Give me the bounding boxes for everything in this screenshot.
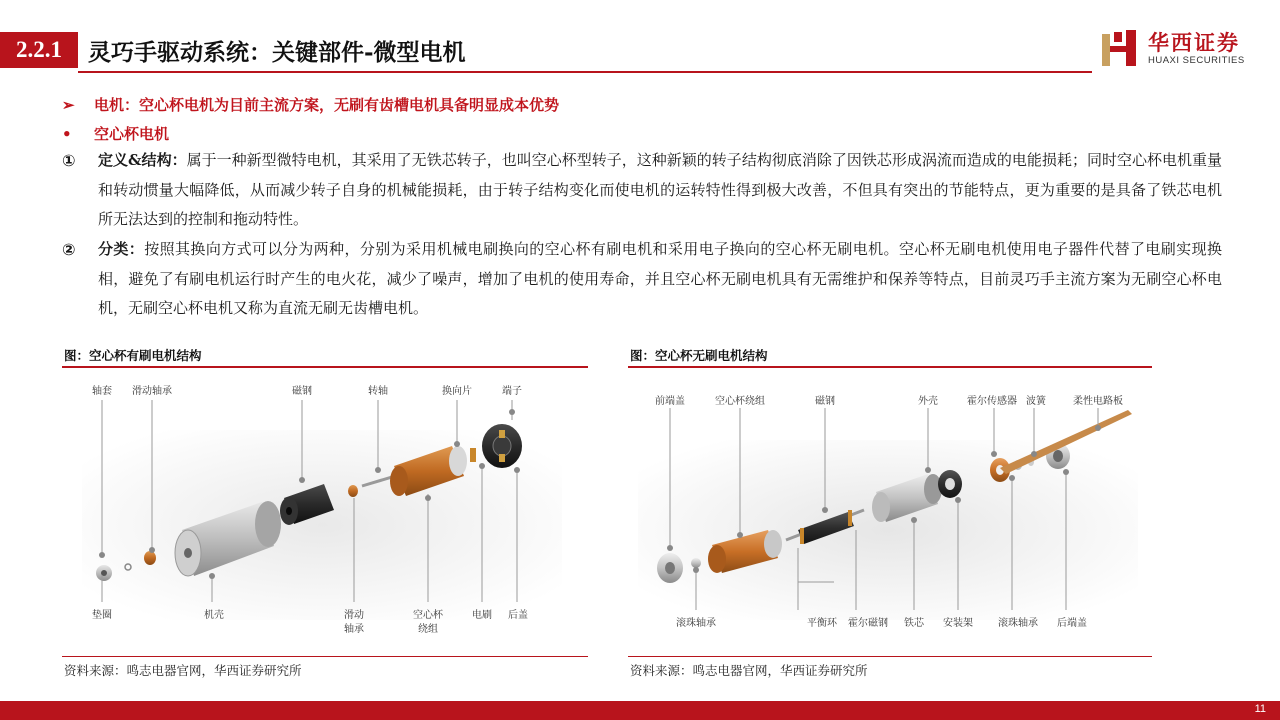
headline-bullet <box>62 94 559 115</box>
label-flex-pcb: 柔性电路板 <box>1073 396 1123 407</box>
label-shaft-sleeve: 轴套 <box>92 386 112 397</box>
figure-title: 图：空心杯无刷电机结构 <box>630 348 768 363</box>
label-winding: 绕组 <box>418 624 438 635</box>
point-text: 按照其换向方式可以分为两种，分别为采用机械电刷换向的空心杯有刷电机和采用电子换向的空心杯无刷电机。空心杯无刷电机使用电子器件代替了电刷实现换相，避免了有刷电机运行时产生的电火花，减少了噪声，增加了电机的使用寿命，并且空心杯无刷电机具有无需维护和保养等特点，目前灵巧手主流方案为无刷空心杯电机，无刷空心杯电机又称为直流无刷无齿槽电机。 <box>98 240 1222 317</box>
page-number: 11 <box>1254 703 1266 715</box>
label-rear-cap: 后端盖 <box>1057 618 1087 629</box>
figure-source: 资料来源：鸣志电器官网，华西证券研究所 <box>64 663 302 678</box>
label-sliding-bearing: 滑动轴承 <box>132 386 172 397</box>
label-terminal: 端子 <box>502 386 522 397</box>
label-mount: 安装架 <box>943 618 973 629</box>
logo-text-en: HUAXI SECURITIES <box>1148 55 1245 66</box>
footer-bar <box>0 701 1280 720</box>
front-cap-part <box>657 553 683 583</box>
point-number: ② <box>62 240 76 259</box>
point-text: 属于一种新型微特电机，其采用了无铁芯转子，也叫空心杯型转子，这种新颖的转子结构彻底消除了因铁芯形成涡流而造成的电能损耗；同时空心杯电机重量和转动惯量大幅降低，从而减少转子自身的机械能损耗，由于转子结构变化而使电机的运转特性得到极大改善，不但具有突出的节能特点，更为重要的是具备了铁芯电机所无法达到的控制和拖动特性。 <box>98 151 1223 228</box>
label-ball-bearing-2: 滚珠轴承 <box>998 618 1038 629</box>
label-hall-sensor: 霍尔传感器 <box>967 396 1017 407</box>
logo-text-cn: 华西证券 <box>1148 31 1240 55</box>
figure-top-rule <box>62 366 588 368</box>
huaxi-logo-icon <box>1100 28 1140 68</box>
arrow-bullet-icon: ➢ <box>62 96 75 114</box>
label-magnet: 磁钢 <box>815 396 835 407</box>
label-hall-magnet: 霍尔磁钢 <box>848 618 888 629</box>
bearing-part <box>144 551 156 565</box>
page-title: 灵巧手驱动系统：关键部件-微型电机 <box>88 39 466 66</box>
label-washer: 垫圈 <box>92 610 112 621</box>
headline-text: 电机：空心杯电机为目前主流方案，无刷有齿槽电机具备明显成本优势 <box>94 96 560 114</box>
point-lead: 分类： <box>98 240 145 258</box>
label-housing: 机壳 <box>204 610 224 621</box>
brushed-motor-illustration <box>62 370 588 654</box>
label-sliding: 滑动 <box>344 610 364 621</box>
label-rear-cover: 后盖 <box>508 610 528 621</box>
point-classification <box>62 235 1222 324</box>
point-definition <box>62 146 1222 235</box>
figure-bottom-rule <box>628 656 1152 657</box>
label-magnet: 磁钢 <box>292 386 312 397</box>
title-divider <box>78 71 1092 73</box>
sub-bullet <box>62 123 169 144</box>
label-hollow-cup: 空心杯 <box>413 610 443 621</box>
figure-title: 图：空心杯有刷电机结构 <box>64 348 202 363</box>
label-ball-bearing: 滚珠轴承 <box>676 618 716 629</box>
label-shell: 外壳 <box>918 396 938 407</box>
point-lead: 定义&结构： <box>98 151 187 169</box>
label-cup-winding: 空心杯绕组 <box>715 396 765 407</box>
brushed-motor-diagram <box>62 370 588 654</box>
figure-top-rule <box>628 366 1152 368</box>
label-front-cap: 前端盖 <box>655 396 685 407</box>
label-iron-core: 铁芯 <box>904 618 924 629</box>
company-logo <box>1100 26 1270 70</box>
dot-bullet-icon: • <box>62 125 72 143</box>
sub-bullet-text: 空心杯电机 <box>94 125 170 143</box>
label-wave-spring: 波簧 <box>1026 396 1046 407</box>
end-cap-part <box>482 424 522 468</box>
brushless-motor-illustration <box>628 370 1152 654</box>
label-bearing: 轴承 <box>344 624 364 635</box>
label-shaft: 转轴 <box>368 386 388 397</box>
point-number: ① <box>62 151 76 170</box>
section-number: 2.2.1 <box>0 32 78 68</box>
figure-source: 资料来源：鸣志电器官网，华西证券研究所 <box>630 663 868 678</box>
label-balance-ring: 平衡环 <box>807 618 837 629</box>
label-brush: 电刷 <box>472 610 492 621</box>
brushless-motor-diagram <box>628 370 1152 654</box>
label-commutator: 换向片 <box>442 386 472 397</box>
figure-bottom-rule <box>62 656 588 657</box>
